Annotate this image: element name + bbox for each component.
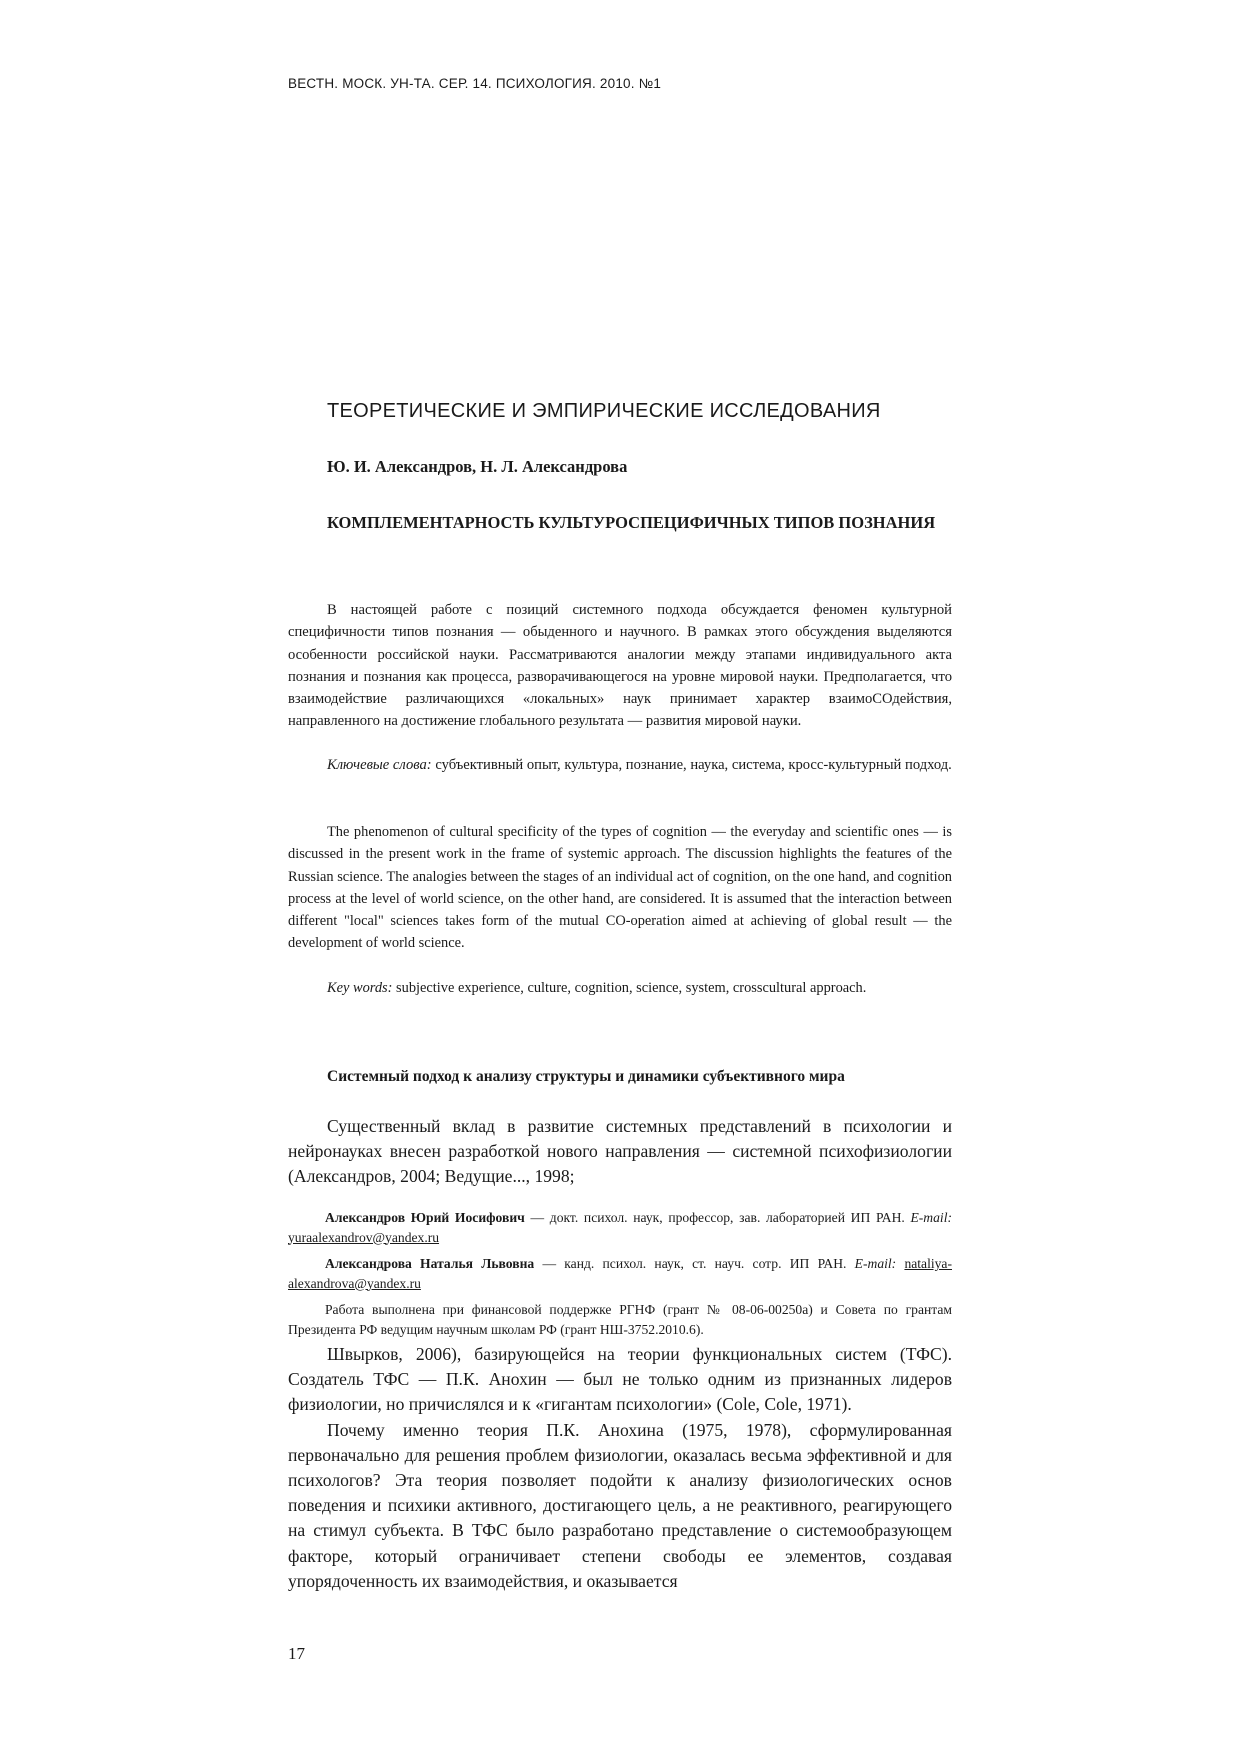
footnote-author-2-name: Александрова Наталья Львовна — [325, 1256, 535, 1271]
keywords-russian — [288, 754, 952, 776]
keywords-russian-text: субъективный опыт, культура, познание, наука, система, кросс-культурный подход. — [435, 757, 952, 773]
abstract-russian-text: В настоящей работе с позиций системного подхода обсуждается феномен культурной специфичности типов познания — обыденного и научного. В рамках этого обсуждения выделяются особенности российской науки. Рассматриваются аналогии между этапами индивидуального акта познания и познания как процесса, разворачивающегося на уровне мировой науки. Предполагается, что взаимодействие различающихся «локальных» наук принимает характер взаимоСОдействия, направленного на достижение глобального результата — развития мировой науки. — [288, 602, 952, 730]
article-authors: Ю. И. Александров, Н. Л. Александрова — [327, 457, 628, 476]
keywords-russian-label: Ключевые слова: — [327, 757, 432, 773]
keywords-english-text: subjective experience, culture, cognition, science, system, crosscultural approach. — [396, 980, 867, 996]
subsection-title: Системный подход к анализу структуры и динамики субъективного мира — [327, 1068, 845, 1085]
footnotes — [288, 1208, 952, 1346]
footnote-author-1-email[interactable]: yuraalexandrov@yandex.ru — [288, 1229, 440, 1245]
footnote-author-2-email-label: E-mail: — [854, 1256, 897, 1271]
footnote-author-2-info: — канд. психол. наук, ст. науч. сотр. ИП РАН. — [534, 1256, 855, 1271]
footnote-funding: Работа выполнена при финансовой поддержке РГНФ (грант № 08-06-00250а) и Совета по грантам Президента РФ ведущим научным школам РФ (грант НШ-3752.2010.6). — [288, 1302, 952, 1337]
page-number: 17 — [288, 1644, 305, 1663]
footnote-author-2-email[interactable]: nataliya-alexandrova@yandex.ru — [288, 1256, 952, 1291]
keywords-english-paragraph — [288, 977, 952, 999]
keywords-english — [288, 977, 952, 999]
footnote-author-1-email-label: E-mail: — [910, 1210, 952, 1225]
footnote-author-1-info: — докт. психол. наук, профессор, зав. лабораторией ИП РАН. — [524, 1210, 911, 1225]
footnote-author-1-name: Александров Юрий Иосифович — [325, 1210, 525, 1225]
abstract-russian — [288, 599, 952, 733]
body-text-top — [288, 1114, 952, 1190]
keywords-english-label: Key words: — [327, 980, 393, 996]
running-header: ВЕСТН. МОСК. УН-ТА. СЕР. 14. ПСИХОЛОГИЯ. 2010. №1 — [288, 76, 662, 91]
body-paragraph: Почему именно теория П.К. Анохина (1975, 1978), сформулированная первоначально для решения проблем физиологии, оказалась весьма эффективной и для психологов? Эта теория позволяет подойти к анализу физиологических основ поведения и психики активного, достигающего цель, а не реактивного, реагирующего на стимул субъекта. В ТФС было разработано представление о системообразующем факторе, который ограничивает степени свободы ее элементов, создавая упорядоченность их взаимодействия, и оказывается — [288, 1419, 952, 1591]
body-paragraph: Существенный вклад в развитие системных представлений в психологии и нейронауках внесен разработкой нового направления — системной психофизиологии (Александров, 2004; Ведущие..., 1998; — [288, 1116, 952, 1187]
abstract-english — [288, 821, 952, 955]
abstract-english-text: The phenomenon of cultural specificity of the types of cognition — the everyday and scientific ones — is discussed in the present work in the frame of systemic approach. The discussion highlights the features of the Russian science. The analogies between the stages of an individual act of cognition, on the one hand, and cognition process at the level of world science, on the other hand, are considered. It is assumed that the interaction between different "local" sciences takes form of the mutual CO-operation aimed at achieving of global result — the development of world science. — [288, 824, 952, 952]
body-paragraph: Швырков, 2006), базирующейся на теории функциональных систем (ТФС). Создатель ТФС — П.К. Анохин — был не только одним из признанных лидеров физиологии, но причислялся и к «гигантам психологии» (Cole, Cole, 1971). — [288, 1344, 952, 1415]
footnote-author-1 — [288, 1208, 952, 1247]
body-text-bottom — [288, 1342, 952, 1594]
section-title: ТЕОРЕТИЧЕСКИЕ И ЭМПИРИЧЕСКИЕ ИССЛЕДОВАНИЯ — [327, 400, 881, 422]
article-title: КОМПЛЕМЕНТАРНОСТЬ КУЛЬТУРОСПЕЦИФИЧНЫХ ТИПОВ ПОЗНАНИЯ — [327, 513, 936, 532]
footnote-author-2 — [288, 1254, 952, 1293]
keywords-russian-paragraph — [288, 754, 952, 776]
